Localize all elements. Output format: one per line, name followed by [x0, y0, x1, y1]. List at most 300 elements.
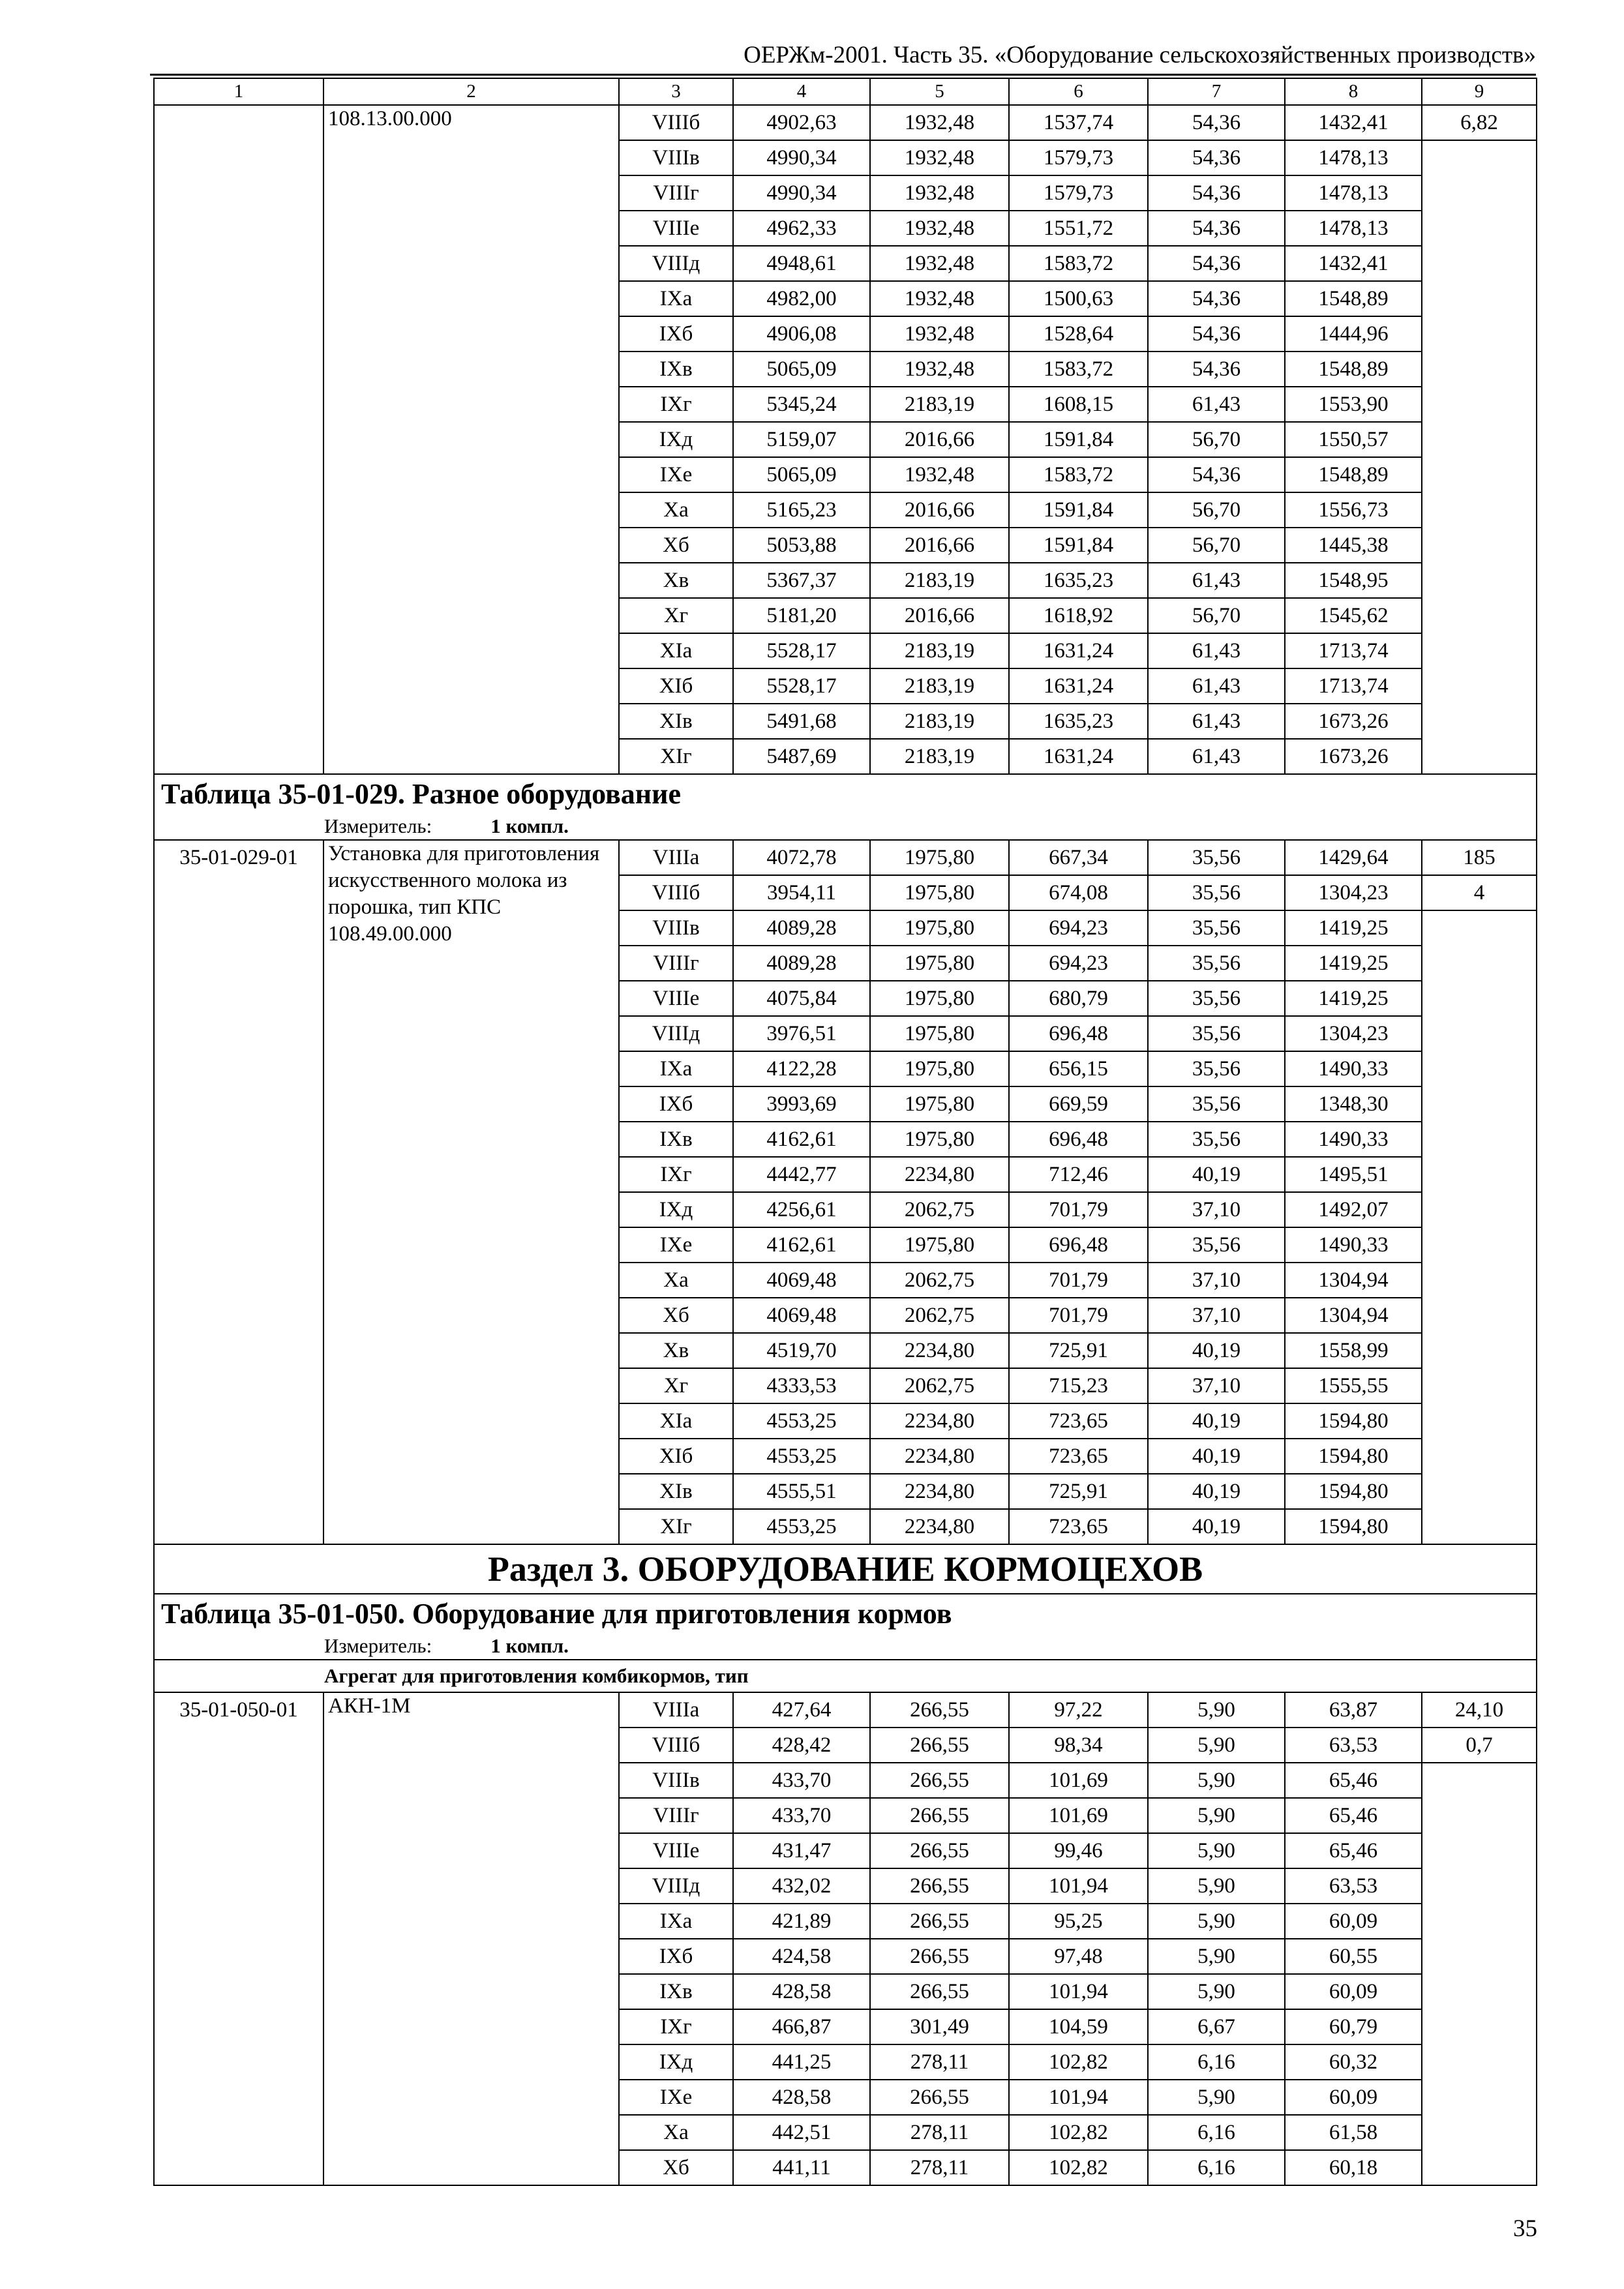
- value-cell: 101,94: [1009, 1868, 1148, 1904]
- value-cell: 1591,84: [1009, 528, 1148, 563]
- value-cell: 2234,80: [870, 1439, 1009, 1474]
- value-cell: 2183,19: [870, 387, 1009, 422]
- value-cell: 5,90: [1148, 1798, 1285, 1833]
- value-cell: 1528,64: [1009, 316, 1148, 352]
- table-title-row: [154, 774, 1537, 813]
- value-cell: 1490,33: [1285, 1051, 1422, 1086]
- value-cell: 266,55: [870, 1692, 1009, 1728]
- value-cell: 1304,94: [1285, 1263, 1422, 1298]
- value-cell: 2234,80: [870, 1474, 1009, 1509]
- value-cell: 54,36: [1148, 105, 1285, 140]
- value-cell: 674,08: [1009, 875, 1148, 910]
- region-cell: VIIIб: [619, 875, 733, 910]
- region-cell: VIIIе: [619, 981, 733, 1016]
- value-cell: 4962,33: [733, 211, 870, 246]
- value-cell: 54,36: [1148, 246, 1285, 281]
- meter-row-cell: [154, 1633, 1537, 1660]
- table-row: [154, 1692, 1537, 1728]
- value-cell: 1545,62: [1285, 598, 1422, 633]
- value-cell: 4089,28: [733, 910, 870, 946]
- value-cell: 1419,25: [1285, 910, 1422, 946]
- value-cell: 5,90: [1148, 1692, 1285, 1728]
- page-number: 35: [1513, 2215, 1537, 2242]
- value-cell: 4122,28: [733, 1051, 870, 1086]
- value-cell: 54,36: [1148, 352, 1285, 387]
- value-cell: 37,10: [1148, 1192, 1285, 1227]
- value-cell: 1583,72: [1009, 352, 1148, 387]
- value-cell: 723,65: [1009, 1439, 1148, 1474]
- value-cell: 4553,25: [733, 1403, 870, 1439]
- value-cell: 5,90: [1148, 1763, 1285, 1798]
- value-cell: 1673,26: [1285, 704, 1422, 739]
- value-cell: 1594,80: [1285, 1474, 1422, 1509]
- value-cell: 2234,80: [870, 1157, 1009, 1192]
- value-cell: 54,36: [1148, 140, 1285, 175]
- value-cell: 1975,80: [870, 1086, 1009, 1122]
- value-cell: 1932,48: [870, 211, 1009, 246]
- value-cell: 2016,66: [870, 528, 1009, 563]
- region-cell: IXг: [619, 2009, 733, 2044]
- value-cell: 2183,19: [870, 668, 1009, 704]
- value-cell: 4990,34: [733, 175, 870, 211]
- value-cell: 5528,17: [733, 668, 870, 704]
- region-cell: Xб: [619, 1298, 733, 1333]
- region-cell: VIIIа: [619, 840, 733, 875]
- value-cell: 1975,80: [870, 946, 1009, 981]
- value-cell: 680,79: [1009, 981, 1148, 1016]
- value-cell: 54,36: [1148, 175, 1285, 211]
- value-cell: 4256,61: [733, 1192, 870, 1227]
- group-title-row: [154, 1660, 1537, 1692]
- region-cell: XIв: [619, 1474, 733, 1509]
- meter-label: Измеритель:: [324, 1634, 432, 1657]
- col9-cell: 6,82: [1422, 105, 1537, 140]
- value-cell: 1500,63: [1009, 281, 1148, 316]
- table-title-row: [154, 1594, 1537, 1633]
- value-cell: 1635,23: [1009, 563, 1148, 598]
- meter-label: Измеритель:: [324, 815, 432, 837]
- value-cell: 696,48: [1009, 1227, 1148, 1263]
- region-cell: XIв: [619, 704, 733, 739]
- value-cell: 1548,89: [1285, 457, 1422, 492]
- value-cell: 63,53: [1285, 1868, 1422, 1904]
- value-cell: 35,56: [1148, 1086, 1285, 1122]
- value-cell: 35,56: [1148, 1051, 1285, 1086]
- value-cell: 1548,89: [1285, 281, 1422, 316]
- value-cell: 725,91: [1009, 1333, 1148, 1368]
- column-number: 6: [1009, 78, 1148, 105]
- table-row: [154, 840, 1537, 875]
- column-number: 5: [870, 78, 1009, 105]
- value-cell: 5,90: [1148, 1939, 1285, 1974]
- value-cell: 4519,70: [733, 1333, 870, 1368]
- value-cell: 35,56: [1148, 1227, 1285, 1263]
- value-cell: 5053,88: [733, 528, 870, 563]
- value-cell: 1673,26: [1285, 739, 1422, 774]
- meter-unit: 1 компл.: [490, 815, 569, 837]
- value-cell: 1932,48: [870, 105, 1009, 140]
- value-cell: 2234,80: [870, 1509, 1009, 1544]
- value-cell: 5065,09: [733, 352, 870, 387]
- value-cell: 6,67: [1148, 2009, 1285, 2044]
- region-cell: VIIIе: [619, 211, 733, 246]
- value-cell: 54,36: [1148, 211, 1285, 246]
- region-cell: Xг: [619, 598, 733, 633]
- value-cell: 6,16: [1148, 2150, 1285, 2185]
- value-cell: 6,16: [1148, 2044, 1285, 2080]
- value-cell: 723,65: [1009, 1509, 1148, 1544]
- value-cell: 1932,48: [870, 140, 1009, 175]
- region-cell: Xв: [619, 563, 733, 598]
- item-name: 108.13.00.000: [323, 105, 619, 774]
- value-cell: 1975,80: [870, 1122, 1009, 1157]
- region-cell: IXе: [619, 1227, 733, 1263]
- region-cell: XIа: [619, 633, 733, 668]
- table-title: Таблица 35-01-050. Оборудование для приготовления кормов: [154, 1594, 1537, 1633]
- value-cell: 101,94: [1009, 2080, 1148, 2115]
- value-cell: 60,55: [1285, 1939, 1422, 1974]
- value-cell: 56,70: [1148, 598, 1285, 633]
- value-cell: 1631,24: [1009, 633, 1148, 668]
- value-cell: 1631,24: [1009, 739, 1148, 774]
- value-cell: 102,82: [1009, 2150, 1148, 2185]
- value-cell: 696,48: [1009, 1016, 1148, 1051]
- value-cell: 4072,78: [733, 840, 870, 875]
- region-cell: XIа: [619, 1403, 733, 1439]
- value-cell: 266,55: [870, 1763, 1009, 1798]
- column-number: 7: [1148, 78, 1285, 105]
- value-cell: 1631,24: [1009, 668, 1148, 704]
- value-cell: 5065,09: [733, 457, 870, 492]
- value-cell: 60,79: [1285, 2009, 1422, 2044]
- value-cell: 1579,73: [1009, 175, 1148, 211]
- region-cell: IXе: [619, 457, 733, 492]
- value-cell: 4442,77: [733, 1157, 870, 1192]
- value-cell: 2183,19: [870, 563, 1009, 598]
- value-cell: 101,69: [1009, 1763, 1148, 1798]
- value-cell: 1591,84: [1009, 422, 1148, 457]
- value-cell: 1583,72: [1009, 246, 1148, 281]
- value-cell: 37,10: [1148, 1263, 1285, 1298]
- value-cell: 37,10: [1148, 1368, 1285, 1403]
- value-cell: 5,90: [1148, 1833, 1285, 1868]
- value-cell: 61,43: [1148, 704, 1285, 739]
- value-cell: 99,46: [1009, 1833, 1148, 1868]
- value-cell: 40,19: [1148, 1403, 1285, 1439]
- value-cell: 1713,74: [1285, 668, 1422, 704]
- value-cell: 61,43: [1148, 633, 1285, 668]
- value-cell: 1553,90: [1285, 387, 1422, 422]
- value-cell: 667,34: [1009, 840, 1148, 875]
- value-cell: 1975,80: [870, 1227, 1009, 1263]
- value-cell: 2234,80: [870, 1333, 1009, 1368]
- value-cell: 5,90: [1148, 2080, 1285, 2115]
- value-cell: 5165,23: [733, 492, 870, 528]
- value-cell: 1556,73: [1285, 492, 1422, 528]
- value-cell: 4089,28: [733, 946, 870, 981]
- column-number: 1: [154, 78, 323, 105]
- value-cell: 2016,66: [870, 422, 1009, 457]
- column-number: 9: [1422, 78, 1537, 105]
- value-cell: 1558,99: [1285, 1333, 1422, 1368]
- value-cell: 2062,75: [870, 1192, 1009, 1227]
- value-cell: 4075,84: [733, 981, 870, 1016]
- value-cell: 1975,80: [870, 875, 1009, 910]
- value-cell: 104,59: [1009, 2009, 1148, 2044]
- value-cell: 428,58: [733, 2080, 870, 2115]
- value-cell: 441,25: [733, 2044, 870, 2080]
- value-cell: 427,64: [733, 1692, 870, 1728]
- col9-cell: 185: [1422, 840, 1537, 875]
- region-cell: IXб: [619, 316, 733, 352]
- value-cell: 715,23: [1009, 1368, 1148, 1403]
- value-cell: 2062,75: [870, 1263, 1009, 1298]
- value-cell: 60,32: [1285, 2044, 1422, 2080]
- region-cell: XIг: [619, 739, 733, 774]
- value-cell: 40,19: [1148, 1333, 1285, 1368]
- value-cell: 1550,57: [1285, 422, 1422, 457]
- region-cell: Xа: [619, 1263, 733, 1298]
- value-cell: 5528,17: [733, 633, 870, 668]
- value-cell: 97,48: [1009, 1939, 1148, 1974]
- region-cell: VIIIг: [619, 946, 733, 981]
- value-cell: 1635,23: [1009, 704, 1148, 739]
- value-cell: 1490,33: [1285, 1122, 1422, 1157]
- region-cell: VIIIд: [619, 246, 733, 281]
- value-cell: 35,56: [1148, 946, 1285, 981]
- region-cell: IXе: [619, 2080, 733, 2115]
- region-cell: IXг: [619, 1157, 733, 1192]
- region-cell: VIIIб: [619, 105, 733, 140]
- meter-row-cell: [154, 813, 1537, 840]
- value-cell: 40,19: [1148, 1439, 1285, 1474]
- value-cell: 696,48: [1009, 1122, 1148, 1157]
- value-cell: 4982,00: [733, 281, 870, 316]
- value-cell: 266,55: [870, 1833, 1009, 1868]
- value-cell: 701,79: [1009, 1263, 1148, 1298]
- value-cell: 61,43: [1148, 387, 1285, 422]
- col9-cell: [1422, 1763, 1537, 2185]
- region-cell: IXб: [619, 1086, 733, 1122]
- region-cell: VIIIе: [619, 1833, 733, 1868]
- value-cell: 40,19: [1148, 1509, 1285, 1544]
- region-cell: Xа: [619, 492, 733, 528]
- value-cell: 1348,30: [1285, 1086, 1422, 1122]
- value-cell: 61,43: [1148, 739, 1285, 774]
- table-title: Таблица 35-01-029. Разное оборудование: [154, 774, 1537, 813]
- value-cell: 4162,61: [733, 1122, 870, 1157]
- value-cell: 266,55: [870, 1798, 1009, 1833]
- region-cell: VIIIв: [619, 910, 733, 946]
- region-cell: IXа: [619, 1904, 733, 1939]
- value-cell: 101,94: [1009, 1974, 1148, 2009]
- value-cell: 1932,48: [870, 457, 1009, 492]
- value-cell: 1555,55: [1285, 1368, 1422, 1403]
- value-cell: 278,11: [870, 2115, 1009, 2150]
- value-cell: 433,70: [733, 1798, 870, 1833]
- value-cell: 4555,51: [733, 1474, 870, 1509]
- meter-row-cell-row: [154, 813, 1537, 840]
- region-cell: IXд: [619, 1192, 733, 1227]
- value-cell: 4948,61: [733, 246, 870, 281]
- column-number: 4: [733, 78, 870, 105]
- value-cell: 5,90: [1148, 1728, 1285, 1763]
- value-cell: 1579,73: [1009, 140, 1148, 175]
- item-code: 35-01-029-01: [154, 840, 323, 1544]
- value-cell: 35,56: [1148, 840, 1285, 875]
- value-cell: 54,36: [1148, 281, 1285, 316]
- value-cell: 725,91: [1009, 1474, 1148, 1509]
- value-cell: 5487,69: [733, 739, 870, 774]
- value-cell: 1618,92: [1009, 598, 1148, 633]
- value-cell: 4069,48: [733, 1263, 870, 1298]
- value-cell: 35,56: [1148, 981, 1285, 1016]
- value-cell: 1548,95: [1285, 563, 1422, 598]
- value-cell: 6,16: [1148, 2115, 1285, 2150]
- value-cell: 4162,61: [733, 1227, 870, 1263]
- header-rule: [150, 74, 1536, 76]
- value-cell: 35,56: [1148, 875, 1285, 910]
- region-cell: IXв: [619, 352, 733, 387]
- value-cell: 432,02: [733, 1868, 870, 1904]
- value-cell: 1608,15: [1009, 387, 1148, 422]
- region-cell: VIIIд: [619, 1016, 733, 1051]
- value-cell: 1304,23: [1285, 1016, 1422, 1051]
- value-cell: 63,87: [1285, 1692, 1422, 1728]
- value-cell: 4553,25: [733, 1439, 870, 1474]
- value-cell: 2062,75: [870, 1368, 1009, 1403]
- value-cell: 61,43: [1148, 563, 1285, 598]
- region-cell: IXд: [619, 422, 733, 457]
- value-cell: 5491,68: [733, 704, 870, 739]
- value-cell: 60,09: [1285, 2080, 1422, 2115]
- column-number: 8: [1285, 78, 1422, 105]
- value-cell: 56,70: [1148, 422, 1285, 457]
- region-cell: VIIIб: [619, 1728, 733, 1763]
- value-cell: 2183,19: [870, 739, 1009, 774]
- value-cell: 5345,24: [733, 387, 870, 422]
- value-cell: 1548,89: [1285, 352, 1422, 387]
- item-name: Установка для приготовления искусственного молока из порошка, тип КПС 108.49.00.000: [323, 840, 619, 1544]
- value-cell: 1478,13: [1285, 175, 1422, 211]
- value-cell: 1975,80: [870, 910, 1009, 946]
- value-cell: 61,58: [1285, 2115, 1422, 2150]
- value-cell: 1975,80: [870, 1016, 1009, 1051]
- column-number: 3: [619, 78, 733, 105]
- region-cell: Xг: [619, 1368, 733, 1403]
- region-cell: IXд: [619, 2044, 733, 2080]
- region-cell: VIIIв: [619, 1763, 733, 1798]
- value-cell: 5159,07: [733, 422, 870, 457]
- meter-row-cell-row: [154, 1633, 1537, 1660]
- value-cell: 694,23: [1009, 946, 1148, 981]
- region-cell: IXа: [619, 1051, 733, 1086]
- value-cell: 102,82: [1009, 2044, 1148, 2080]
- value-cell: 54,36: [1148, 457, 1285, 492]
- col9-cell: [1422, 910, 1537, 1544]
- value-cell: 1478,13: [1285, 211, 1422, 246]
- value-cell: 40,19: [1148, 1157, 1285, 1192]
- value-cell: 56,70: [1148, 528, 1285, 563]
- value-cell: 1490,33: [1285, 1227, 1422, 1263]
- value-cell: 1594,80: [1285, 1403, 1422, 1439]
- value-cell: 1537,74: [1009, 105, 1148, 140]
- region-cell: Xб: [619, 528, 733, 563]
- region-cell: XIб: [619, 1439, 733, 1474]
- value-cell: 95,25: [1009, 1904, 1148, 1939]
- value-cell: 428,58: [733, 1974, 870, 2009]
- col9-cell: 0,7: [1422, 1728, 1537, 1763]
- value-cell: 1444,96: [1285, 316, 1422, 352]
- value-cell: 65,46: [1285, 1833, 1422, 1868]
- region-cell: XIб: [619, 668, 733, 704]
- region-cell: IXг: [619, 387, 733, 422]
- section-title-row: [154, 1544, 1537, 1594]
- value-cell: 266,55: [870, 1904, 1009, 1939]
- region-cell: VIIIг: [619, 1798, 733, 1833]
- value-cell: 35,56: [1148, 1016, 1285, 1051]
- value-cell: 5,90: [1148, 1974, 1285, 2009]
- col9-cell: [1422, 140, 1537, 774]
- value-cell: 1713,74: [1285, 633, 1422, 668]
- value-cell: 3976,51: [733, 1016, 870, 1051]
- value-cell: 1304,23: [1285, 875, 1422, 910]
- value-cell: 266,55: [870, 1728, 1009, 1763]
- value-cell: 1432,41: [1285, 246, 1422, 281]
- value-cell: 3954,11: [733, 875, 870, 910]
- section-title: Раздел 3. ОБОРУДОВАНИЕ КОРМОЦЕХОВ: [154, 1544, 1537, 1594]
- value-cell: 1492,07: [1285, 1192, 1422, 1227]
- region-cell: IXв: [619, 1974, 733, 2009]
- price-table-body: [154, 78, 1537, 2185]
- value-cell: 5,90: [1148, 1904, 1285, 1939]
- item-code: [154, 105, 323, 774]
- value-cell: 65,46: [1285, 1798, 1422, 1833]
- value-cell: 466,87: [733, 2009, 870, 2044]
- value-cell: 1419,25: [1285, 946, 1422, 981]
- value-cell: 1419,25: [1285, 981, 1422, 1016]
- value-cell: 1594,80: [1285, 1439, 1422, 1474]
- value-cell: 1445,38: [1285, 528, 1422, 563]
- region-cell: VIIIв: [619, 140, 733, 175]
- value-cell: 54,36: [1148, 316, 1285, 352]
- value-cell: 37,10: [1148, 1298, 1285, 1333]
- value-cell: 428,42: [733, 1728, 870, 1763]
- value-cell: 1932,48: [870, 246, 1009, 281]
- value-cell: 278,11: [870, 2150, 1009, 2185]
- value-cell: 2234,80: [870, 1403, 1009, 1439]
- column-number: 2: [323, 78, 619, 105]
- value-cell: 2016,66: [870, 598, 1009, 633]
- value-cell: 63,53: [1285, 1728, 1422, 1763]
- table-row: [154, 105, 1537, 140]
- value-cell: 101,69: [1009, 1798, 1148, 1833]
- value-cell: 442,51: [733, 2115, 870, 2150]
- value-cell: 712,46: [1009, 1157, 1148, 1192]
- value-cell: 1583,72: [1009, 457, 1148, 492]
- value-cell: 65,46: [1285, 1763, 1422, 1798]
- value-cell: 4553,25: [733, 1509, 870, 1544]
- value-cell: 433,70: [733, 1763, 870, 1798]
- region-cell: VIIIд: [619, 1868, 733, 1904]
- value-cell: 2062,75: [870, 1298, 1009, 1333]
- value-cell: 35,56: [1148, 910, 1285, 946]
- region-cell: IXб: [619, 1939, 733, 1974]
- value-cell: 56,70: [1148, 492, 1285, 528]
- value-cell: 1429,64: [1285, 840, 1422, 875]
- value-cell: 1594,80: [1285, 1509, 1422, 1544]
- page-header: ОЕРЖм-2001. Часть 35. «Оборудование сельскохозяйственных производств»: [744, 42, 1536, 68]
